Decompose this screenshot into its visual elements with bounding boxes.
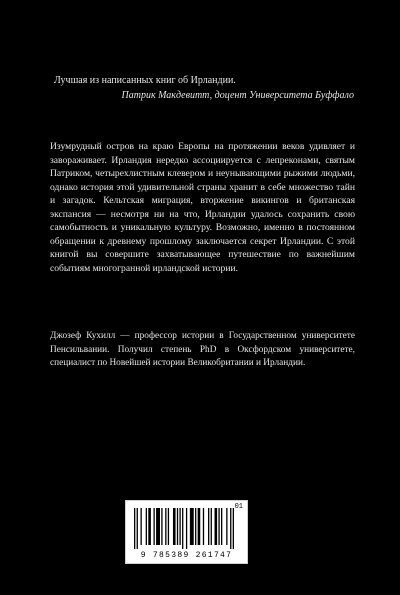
barcode-bar bbox=[161, 508, 162, 545]
barcode-bar bbox=[203, 508, 204, 545]
quote-text: Лучшая из написанных книг об Ирландии. bbox=[54, 75, 236, 86]
barcode-bar bbox=[179, 508, 180, 545]
quote-author: Патрик Макдевитт, доцент Университета Буффало bbox=[121, 90, 354, 101]
barcode-bar bbox=[173, 508, 176, 545]
barcode-bar bbox=[186, 508, 187, 549]
barcode-bar bbox=[165, 508, 166, 545]
barcode-digits: 9 785389 261747 bbox=[140, 551, 233, 560]
barcode-bar bbox=[148, 508, 151, 545]
barcode-bar bbox=[140, 508, 141, 545]
barcode-bar bbox=[137, 508, 138, 549]
author-bio: Джозеф Кухилл — профессор истории в Государственном университете Пенсильвании. Получил степень PhD в Оксфордском университете, специалист по Новейшей истории Великобритании и Ирландии. bbox=[50, 331, 355, 368]
isbn-barcode bbox=[125, 500, 248, 564]
review-quote bbox=[54, 74, 354, 103]
barcode-bar bbox=[198, 508, 201, 545]
barcode-bar bbox=[190, 508, 194, 545]
barcode-bar bbox=[211, 508, 212, 545]
barcode-bar bbox=[146, 508, 147, 545]
barcode-bars bbox=[134, 508, 234, 549]
barcode-bar bbox=[233, 508, 234, 549]
barcode-suffix: 01 bbox=[234, 503, 243, 511]
barcode-bar bbox=[215, 508, 218, 545]
barcode-bar bbox=[230, 508, 231, 549]
barcode-bar bbox=[134, 508, 135, 549]
barcode-bar bbox=[208, 508, 209, 545]
barcode-bar bbox=[153, 508, 154, 545]
barcode-bar bbox=[221, 508, 222, 545]
barcode-bar bbox=[168, 508, 169, 545]
barcode-bar bbox=[195, 508, 196, 545]
barcode-bar bbox=[182, 508, 183, 549]
barcode-bar bbox=[218, 508, 219, 545]
barcode-bar bbox=[226, 508, 227, 545]
book-description: Изумрудный остров на краю Европы на протяжении веков удивляет и завораживает. Ирландия нередко ассоциируется с лепреконами, святым Патриком, четырехлистным клевером и неунывающими рыжими людьми, однако история этой удивительной страны хранит в себе множество тайн и загадок. Кельтская миграция, вторжение викингов и британская экспансия — несмотря ни на что, Ирландии удалось сохранить свою самобытность и уникальную культуру. Возможно, именно в постоянном обращении к древнему прошлому заключается секрет Ирландии. С этой книгой вы совершите захватывающее путешествие по важнейшим событиям многогранной ирландской истории. bbox=[50, 141, 355, 274]
barcode-bar bbox=[156, 508, 160, 545]
barcode-bar bbox=[177, 508, 178, 545]
